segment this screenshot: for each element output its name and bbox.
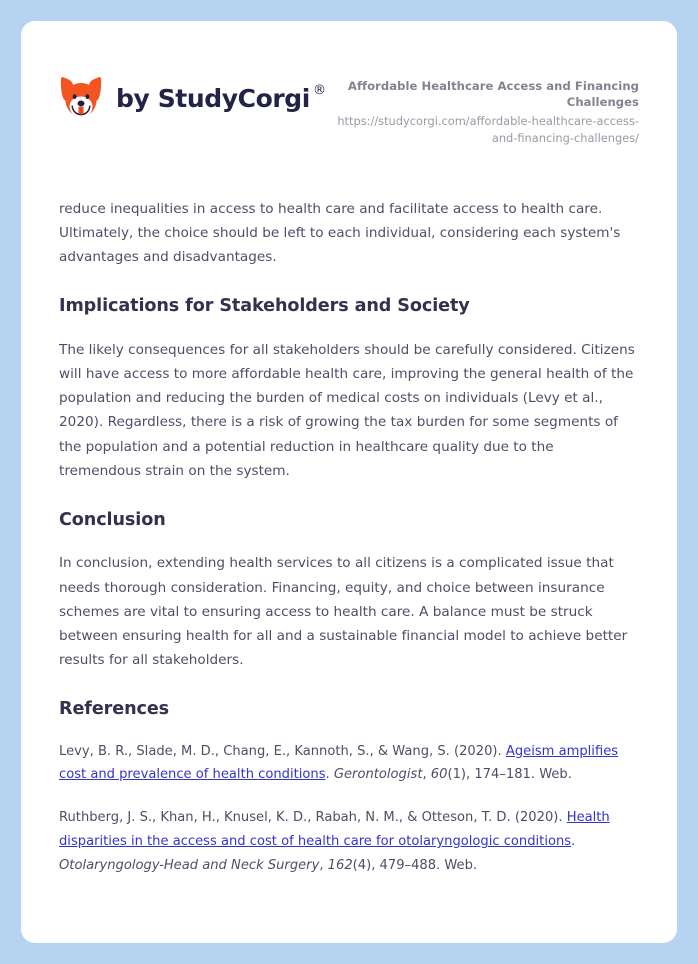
reference-link[interactable]: Health disparities in the access and cost of health care for otolaryngologic conditions: [59, 810, 610, 850]
document-title: Affordable Healthcare Access and Financing Challenges: [347, 79, 639, 109]
reference-journal: Gerontologist: [333, 767, 423, 783]
document-meta: [326, 71, 639, 146]
document-sheet: [21, 21, 677, 943]
brand-wordmark: [116, 82, 326, 113]
reference-item: [59, 806, 639, 877]
reference-after-link: .: [325, 767, 334, 783]
reference-authors-year: Levy, B. R., Slade, M. D., Chang, E., Kannoth, S., & Wang, S. (2020).: [59, 743, 506, 759]
section-heading-references: References: [59, 698, 170, 719]
section-paragraph-conclusion: In conclusion, extending health services to all citizens is a complicated issue that needs thorough consideration. Financing, equity, and choice between insurance schemes are vital to ensuring access to health care. A balance must be struck between ensuring health for all and a sustainable financial model to achieve better results for all stakeholders.: [59, 555, 628, 668]
section-heading-conclusion: Conclusion: [59, 509, 166, 530]
reference-tail: (4), 479–488. Web.: [352, 857, 478, 873]
document-header: [21, 21, 677, 146]
studycorgi-brand: [59, 71, 326, 121]
section-heading-implications: Implications for Stakeholders and Society: [59, 296, 470, 317]
intro-paragraph: reduce inequalities in access to health care and facilitate access to health care. Ultimately, the choice should be left to each individual, considering each system's advantages and disadvantages.: [59, 201, 621, 266]
reference-volume: 162: [327, 857, 353, 873]
registered-trademark-icon: ®: [312, 82, 326, 98]
reference-journal-separator: ,: [422, 767, 431, 783]
reference-tail: (1), 174–181. Web.: [447, 767, 572, 783]
reference-after-link: .: [571, 834, 576, 850]
document-url[interactable]: https://studycorgi.com/affordable-healthcare-access-and-financing-challenges/: [337, 114, 639, 145]
corgi-head-icon: [59, 75, 103, 121]
reference-volume: 60: [430, 767, 448, 783]
reference-journal: Otolaryngology-Head and Neck Surgery: [59, 857, 320, 873]
brand-wordmark-text: by StudyCorgi: [116, 83, 310, 113]
reference-authors-year: Ruthberg, J. S., Khan, H., Knusel, K. D., Rabah, N. M., & Otteson, T. D. (2020).: [59, 810, 567, 826]
reference-journal-separator: ,: [319, 857, 328, 873]
reference-item: [59, 740, 639, 788]
reference-link[interactable]: Ageism amplifies cost and prevalence of health conditions: [59, 743, 619, 783]
document-body: [21, 197, 677, 877]
section-paragraph-implications: The likely consequences for all stakeholders should be carefully considered. Citizens will have access to more affordable health care, improving the general health of the population and reducing the burden of medical costs on individuals (Levy et al., 2020). Regardless, there is a risk of growing the tax burden for some segments of the population and a potential reduction in healthcare quality due to the tremendous strain on the system.: [59, 342, 635, 479]
